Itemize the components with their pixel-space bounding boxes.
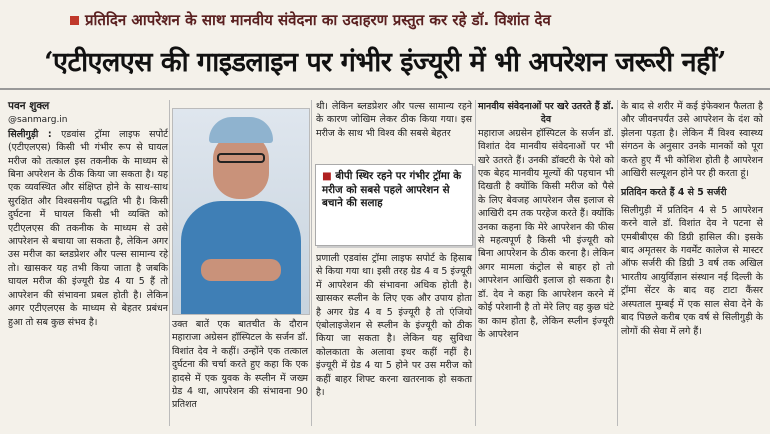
- kicker-line: [70, 10, 551, 30]
- headline: ‘एटीएलएस की गाइडलाइन पर गंभीर इंज्यूरी में भी अपरेशन जरूरी नहीं’: [44, 47, 726, 78]
- pull-quote: [315, 164, 473, 246]
- column-1: [8, 100, 168, 329]
- bullet-icon: ■: [322, 170, 336, 182]
- column-4-text: महाराज अग्रसेन हॉस्पिटल के सर्जन डॉ. विशांत देव मानवीय संवेदनाओं पर भी खरे उतरते हैं। उनकी डॉक्टरी के पेशे को एक बेहद मानवीय मूल्यों की पहचान भी दिखती है क्योंकि किसी मरीज को पैसे के लिए बेवजह आपरेशन जैस इलाज से आखिरी दम तक परहेज करते हैं। क्योंकि उनका कहना कि मेरे आपरेशन की फीस से महत्वपूर्ण है किसी भी इंज्यूरी को बिना आपरेशन के ठीक करना है। लेकिन अगर मामला कंट्रोल से बाहर हो तो आपरेशन आखिरी इलाज हो सकता है। डॉ. देव ने कहा कि आपरेशन करने में कोई परेशानी है तो मेरे लिए वह कुछ घंटे का काम होता है, लेकिन स्प्लीन इंज्यूरी के आपरेशन: [478, 127, 614, 340]
- column-5-subhead: प्रतिदिन करते हैं 4 से 5 सर्जरी: [621, 187, 727, 199]
- column-divider: [475, 100, 476, 426]
- column-divider: [169, 100, 170, 426]
- column-4: [478, 100, 614, 341]
- column-3-bottom: [316, 252, 472, 399]
- doctor-photo: [172, 108, 310, 315]
- column-3-top-text: थी। लेकिन ब्लडप्रेशर और पल्स सामान्य रहने के कारण जोखिम लेकर ठीक किया गया। इस मरीज के साथ भी विश्व की सबसे बेहतर: [316, 101, 472, 139]
- column-divider: [311, 100, 312, 426]
- square-bullet-icon: [70, 16, 79, 25]
- column-2-text: उक्त बातें एक बातचीत के दौरान महाराजा अग्रेसन हॉस्पिटल के सर्जन डॉ. विशांत देव ने कहीं। उन्होंने एक तत्काल दुर्घटना की चर्चा करते हुए कहा कि एक हादसे में एक युवक के स्प्लीन में जख्म ग्रेड 4 था, आपरेशन की संभावना 90 प्रतिशत: [172, 319, 308, 411]
- column-3-bottom-text: प्रणाली एडवांस ट्रॉमा लाइफ सपोर्ट के हिसाब से किया गया था। इसी तरह ग्रेड 4 व 5 इंज्यूरी में आपरेशन की संभावना अधिक होती है। खासकर स्प्लीन के लिए एक और उपाय होता है अगर ग्रेड 4 व 5 इंज्यूरी है तो एंजियो एंबोलाइजेशन से स्प्लीन के इंज्यूरी को ठीक किया जा सकता है। लेकिन यह सुविधा कोलकाता के अलावा इधर कहीं नहीं है। इंज्यूरी में ग्रेड 4 या 5 होने पर उस मरीज को कहीं बाहर शिफ्ट करना खतरनाक हो सकता है।: [316, 253, 472, 399]
- column-4-subhead: मानवीय संवेदनाओं पर खरे उतरते हैं डॉ. देव: [478, 101, 614, 126]
- column-5-top-text: के बाद से शरीर में कई इंफेक्शन फैलता है और जीवनपर्यंत उसे आपरेशन के दंश को झेलना पड़ता है। लेकिन मैं विश्व स्वास्थ्य संगठन के अनुसार उनके मानकों को पूरा करते हुए मैं भी कोशिश होती है आपरेशन आखिरी सल्यूशन होने पर ही करता हूं।: [621, 101, 763, 180]
- kicker-text: प्रतिदिन आपरेशन के साथ मानवीय संवेदना का उदाहरण प्रस्तुत कर रहे डॉ. विशांत देव: [85, 11, 551, 29]
- byline-email: @sanmarg.in: [8, 115, 68, 126]
- byline: पवन शुक्ल: [8, 100, 50, 112]
- dateline: सिलीगुड़ी :: [8, 128, 52, 140]
- column-5: [621, 100, 763, 338]
- pull-quote-text: बीपी स्थिर रहने पर गंभीर ट्रॉमा के मरीज को सबसे पहले आपरेशन से बचाने की सलाह: [322, 170, 462, 209]
- divider: [0, 88, 770, 90]
- column-3-top: [316, 100, 472, 140]
- column-2: [172, 318, 308, 412]
- column-divider: [617, 100, 618, 426]
- column-5-bottom-text: सिलीगुड़ी में प्रतिदिन 4 से 5 आपरेशन करने वाले डॉ. विशांत देव ने पटना से एमबीबीएस की डिग्री हासिल की। इसके बाद अमृतसर के गवर्मेंट कालेज से मास्टर ऑफ सर्जरी की डिग्री 3 वर्ष तक अखिल भारतीय आयुर्विज्ञान संस्थान नई दिल्ली के ट्रॉमा सेंटर के बाद वह टाटा कैंसर अस्पताल मुम्बई में एक साल सेवा देने के बाद पिछले करीब एक वर्ष से सिलीगुड़ी के लोगों की सेवा में लगे हैं।: [621, 204, 763, 337]
- column-1-text: एडवांस ट्रॉमा लाइफ सपोर्ट (एटीएलएस) किसी भी गंभीर रूप से घायल मरीज को तत्काल इस तकनीक के माध्यम से बिना अपरेशन के ठीक किया जा सकता है। यह एक व्यवस्थित और संक्षिप्त होने के साथ-साथ सुरक्षित और विश्वसनीय पद्धति भी है। किसी दुर्घटना में घायल किसी भी व्यक्ति को एटीएलएस की तकनीक के माध्यम से उसे आपरेशन से बचाया जा सकता है, लेकिन अगर उस मरीज का ब्लडप्रेशर और पल्स सामान्य रहे तो। खासकर यह तभी किया जाता है जबकि घायल मरीज की इंज्यूरी ग्रेड 4 या 5 हैं तो आपरेशन की संभावना प्रबल होती है। लेकिन अगर एटीएलएस के माध्यम से बेहतर प्रबंधन हुआ तो सब कुछ संभव है।: [8, 128, 168, 328]
